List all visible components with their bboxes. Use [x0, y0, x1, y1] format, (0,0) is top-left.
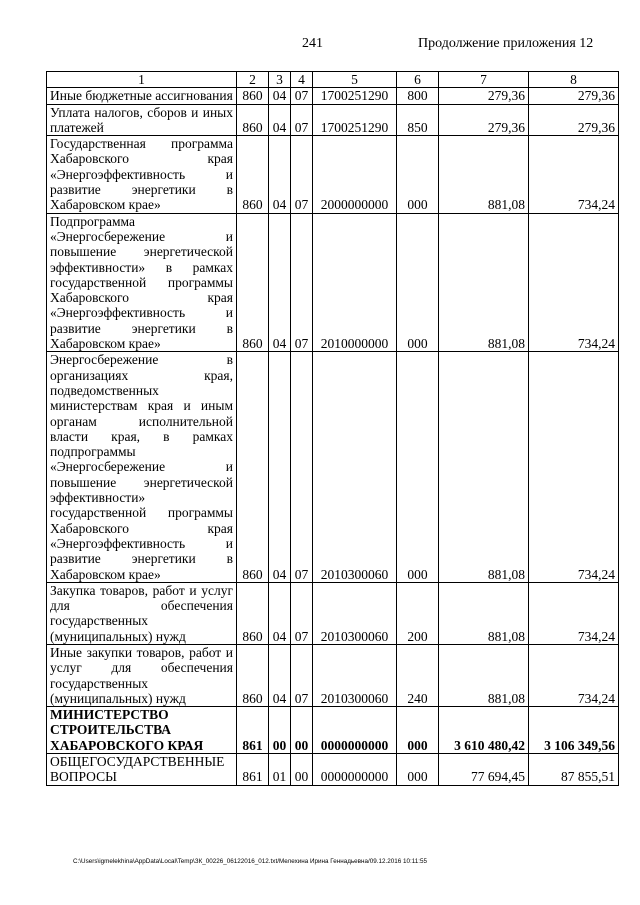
appendix-continuation-note: Продолжение приложения 12 [418, 36, 594, 51]
amount-column-8: 87 855,51 [529, 754, 619, 786]
table-row [47, 213, 619, 352]
column-header: 4 [291, 72, 313, 88]
code-column-6: 800 [397, 88, 439, 104]
table-row [47, 88, 619, 104]
code-column-5: 2000000000 [313, 136, 397, 213]
code-column-4: 00 [291, 754, 313, 786]
table-row [47, 136, 619, 213]
code-column-2: 860 [237, 88, 269, 104]
column-header: 2 [237, 72, 269, 88]
table-row [47, 104, 619, 136]
code-column-6: 000 [397, 213, 439, 352]
code-column-5: 2010300060 [313, 644, 397, 706]
code-column-5: 1700251290 [313, 88, 397, 104]
table-row [47, 754, 619, 786]
code-column-6: 850 [397, 104, 439, 136]
code-column-2: 860 [237, 104, 269, 136]
code-column-4: 07 [291, 88, 313, 104]
amount-column-8: 734,24 [529, 136, 619, 213]
budget-table [46, 71, 619, 786]
column-header: 6 [397, 72, 439, 88]
column-header: 7 [439, 72, 529, 88]
amount-column-8: 279,36 [529, 88, 619, 104]
amount-column-8: 3 106 349,56 [529, 707, 619, 754]
amount-column-8: 734,24 [529, 644, 619, 706]
page-number: 241 [302, 36, 323, 51]
code-column-4: 07 [291, 213, 313, 352]
column-header: 8 [529, 72, 619, 88]
table-row [47, 352, 619, 582]
code-column-3: 04 [269, 104, 291, 136]
amount-column-7: 881,08 [439, 582, 529, 644]
code-column-2: 860 [237, 213, 269, 352]
amount-column-7: 881,08 [439, 213, 529, 352]
table-row [47, 644, 619, 706]
code-column-6: 000 [397, 707, 439, 754]
row-name: Подпрограмма «Энергосбережение и повышение энергетической эффективности» в рамках государственной программы Хабаровского края «Энергоэффективность и развитие энергетики в Хабаровском крае» [47, 213, 237, 352]
code-column-3: 04 [269, 644, 291, 706]
amount-column-7: 3 610 480,42 [439, 707, 529, 754]
code-column-6: 000 [397, 352, 439, 582]
code-column-5: 2010300060 [313, 352, 397, 582]
row-name: Закупка товаров, работ и услуг для обеспечения государственных (муниципальных) нужд [47, 582, 237, 644]
row-name: ОБЩЕГОСУДАРСТВЕННЫЕ ВОПРОСЫ [47, 754, 237, 786]
amount-column-8: 734,24 [529, 213, 619, 352]
code-column-5: 0000000000 [313, 754, 397, 786]
code-column-2: 860 [237, 352, 269, 582]
code-column-3: 04 [269, 88, 291, 104]
table-row [47, 582, 619, 644]
column-header: 1 [47, 72, 237, 88]
file-path-footer: C:\Users\igmelekhina\AppData\Local\Temp\ЗК_00226_06122016_012.txt/Мелехина Ирина Геннадьевна/09.12.2016 10:11:55 [73, 858, 428, 865]
code-column-5: 2010000000 [313, 213, 397, 352]
code-column-3: 04 [269, 136, 291, 213]
code-column-4: 07 [291, 582, 313, 644]
code-column-4: 07 [291, 136, 313, 213]
code-column-4: 07 [291, 104, 313, 136]
row-name: МИНИСТЕРСТВО СТРОИТЕЛЬСТВА ХАБАРОВСКОГО КРАЯ [47, 707, 237, 754]
code-column-4: 00 [291, 707, 313, 754]
code-column-3: 01 [269, 754, 291, 786]
code-column-2: 860 [237, 136, 269, 213]
table-row [47, 707, 619, 754]
amount-column-7: 881,08 [439, 352, 529, 582]
amount-column-8: 734,24 [529, 582, 619, 644]
amount-column-7: 881,08 [439, 136, 529, 213]
code-column-6: 000 [397, 754, 439, 786]
code-column-6: 000 [397, 136, 439, 213]
amount-column-7: 881,08 [439, 644, 529, 706]
row-name: Государственная программа Хабаровского края «Энергоэффективность и развитие энергетики в Хабаровском крае» [47, 136, 237, 213]
row-name: Иные закупки товаров, работ и услуг для обеспечения государственных (муниципальных) нужд [47, 644, 237, 706]
code-column-2: 860 [237, 644, 269, 706]
code-column-4: 07 [291, 644, 313, 706]
code-column-5: 2010300060 [313, 582, 397, 644]
code-column-6: 200 [397, 582, 439, 644]
code-column-4: 07 [291, 352, 313, 582]
amount-column-7: 279,36 [439, 104, 529, 136]
code-column-3: 04 [269, 582, 291, 644]
amount-column-7: 279,36 [439, 88, 529, 104]
row-name: Энергосбережение в организациях края, подведомственных министерствам края и иным органам исполнительной власти края, в рамках подпрограммы «Энергосбережение и повышение энергетической эффективности» государственной программы Хабаровского края «Энергоэффективность и развитие энергетики в Хабаровском крае» [47, 352, 237, 582]
code-column-3: 04 [269, 213, 291, 352]
table-header-row [47, 72, 619, 88]
column-header: 3 [269, 72, 291, 88]
row-name: Уплата налогов, сборов и иных платежей [47, 104, 237, 136]
code-column-2: 861 [237, 707, 269, 754]
code-column-2: 861 [237, 754, 269, 786]
amount-column-8: 734,24 [529, 352, 619, 582]
code-column-3: 04 [269, 352, 291, 582]
amount-column-8: 279,36 [529, 104, 619, 136]
code-column-2: 860 [237, 582, 269, 644]
row-name: Иные бюджетные ассигнования [47, 88, 237, 104]
code-column-5: 1700251290 [313, 104, 397, 136]
amount-column-7: 77 694,45 [439, 754, 529, 786]
code-column-5: 0000000000 [313, 707, 397, 754]
code-column-3: 00 [269, 707, 291, 754]
column-header: 5 [313, 72, 397, 88]
code-column-6: 240 [397, 644, 439, 706]
